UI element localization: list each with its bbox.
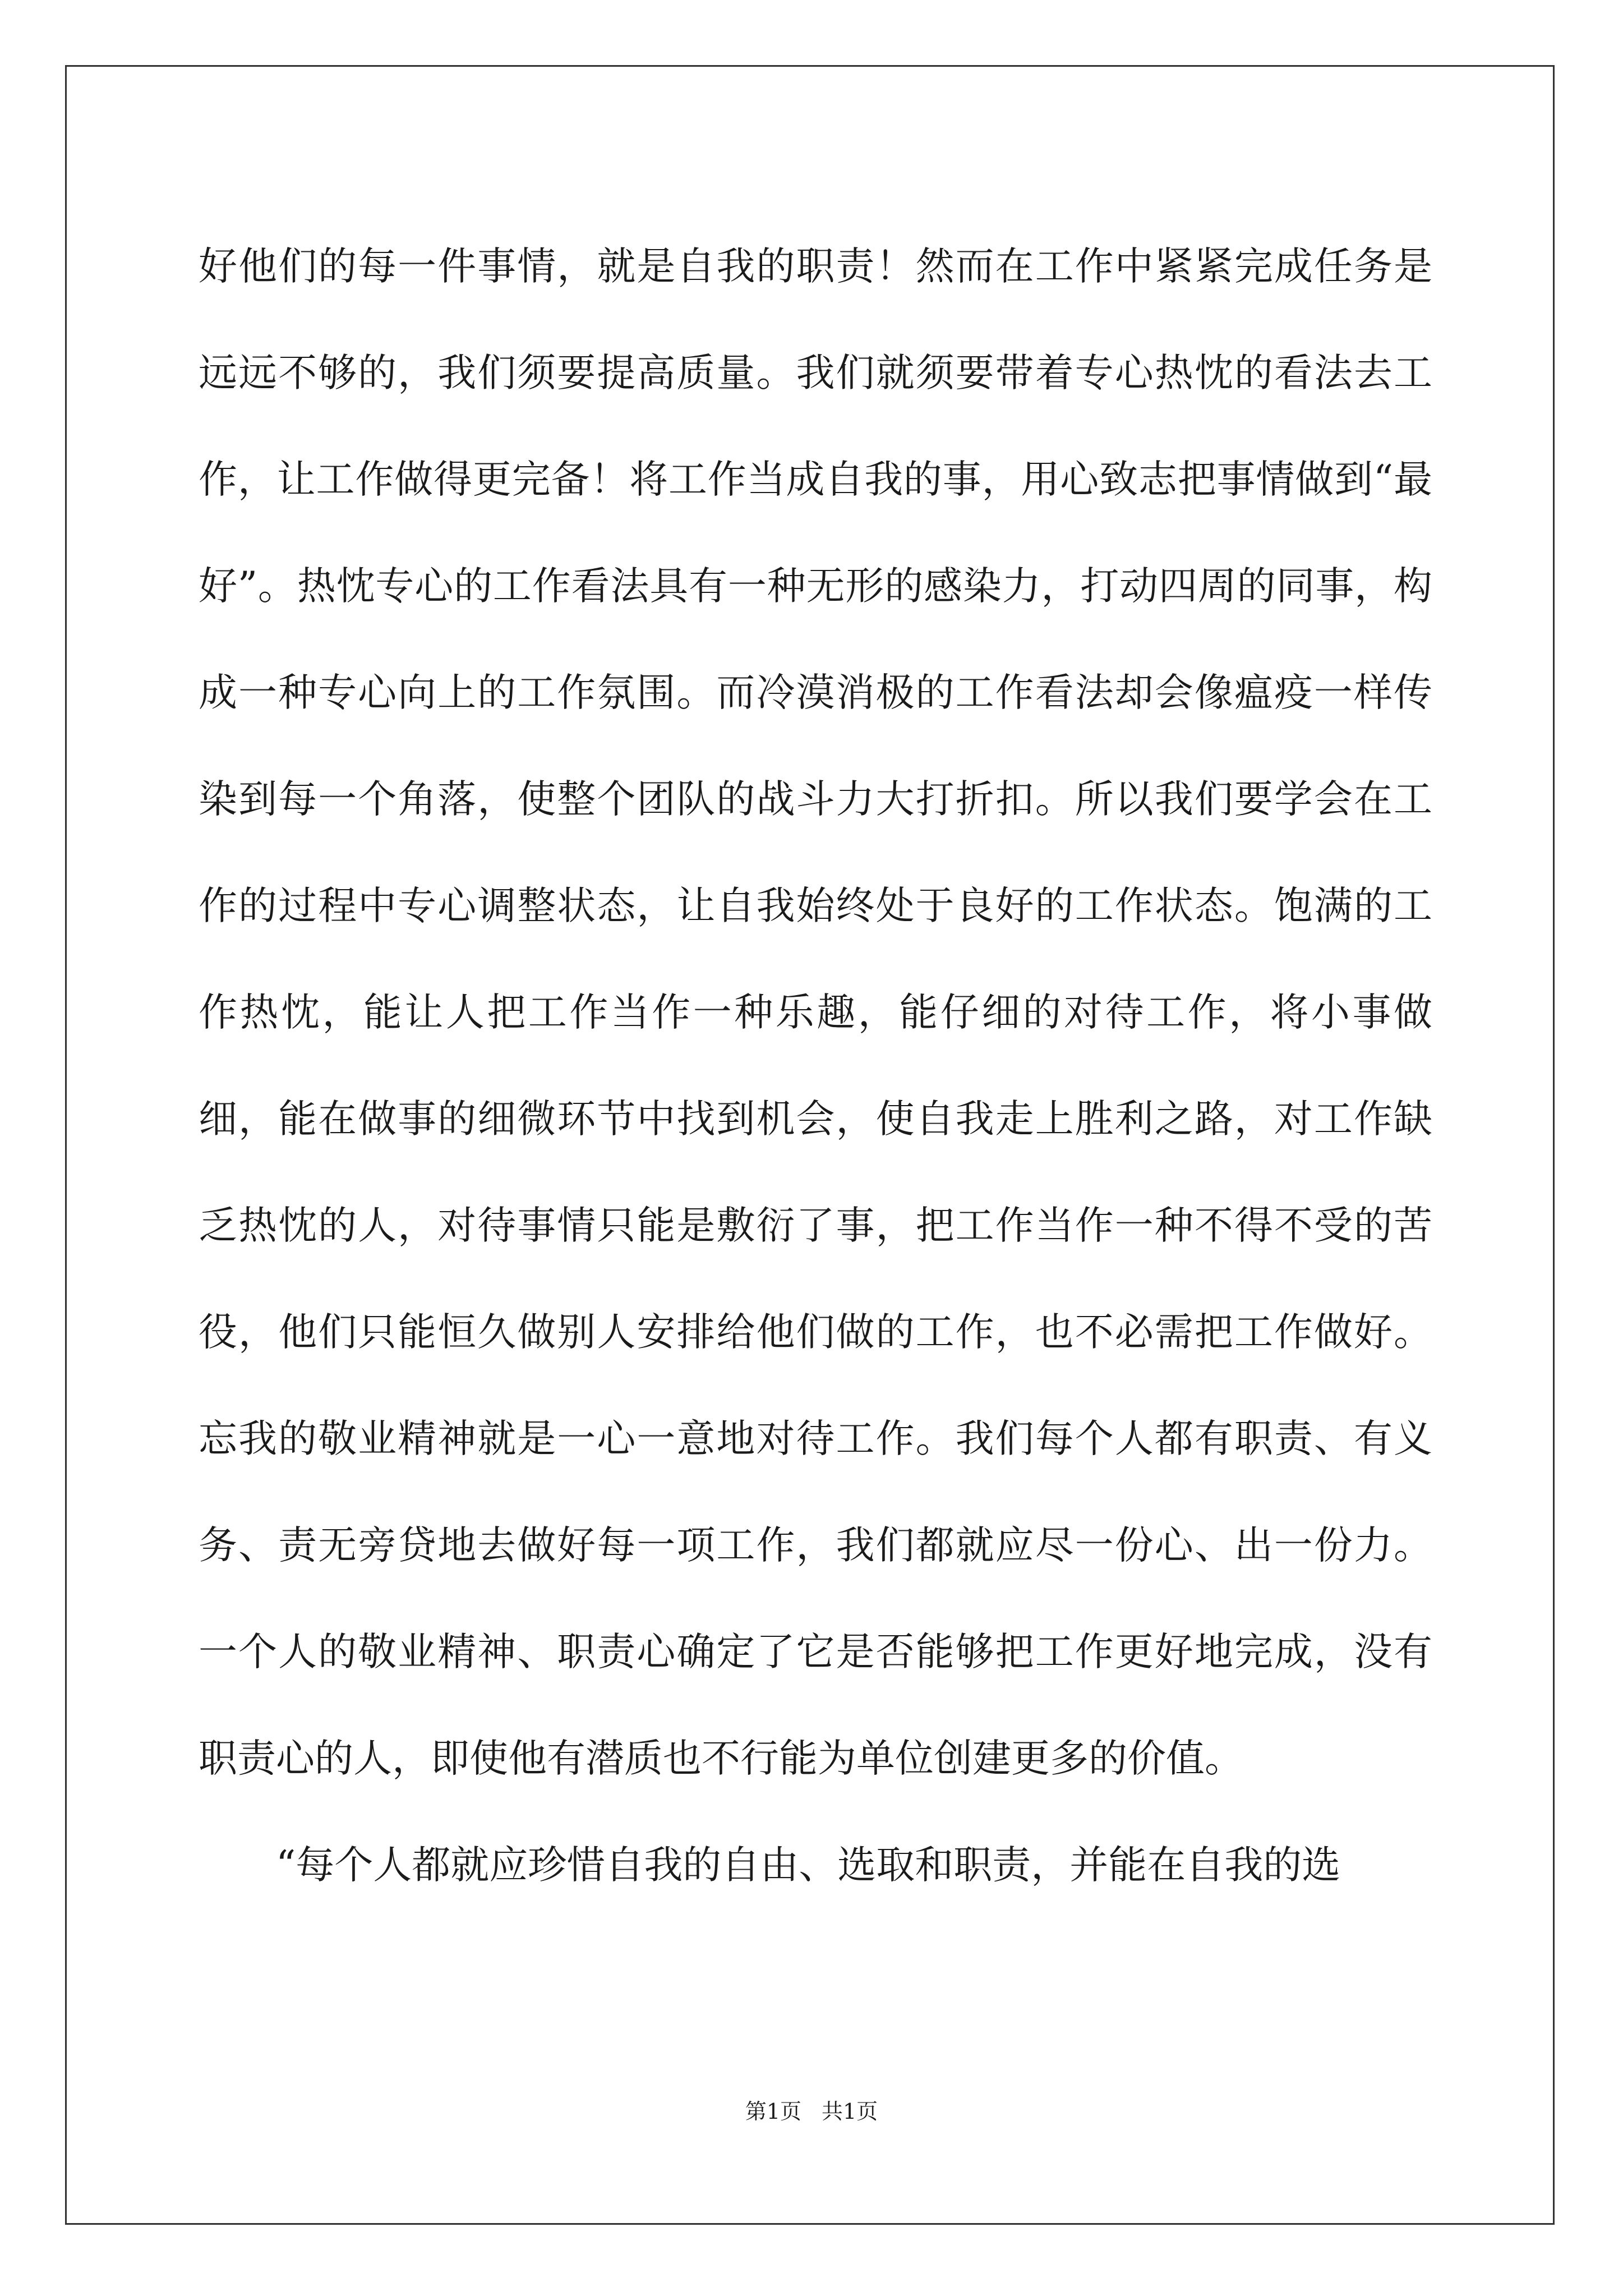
page-number: 第1页 bbox=[745, 2099, 801, 2124]
document-body bbox=[199, 213, 1432, 1918]
body-paragraph: 好他们的每一件事情，就是自我的职责！然而在工作中紧紧完成任务是远远不够的，我们须要提高质量。我们就须要带着专心热忱的看法去工作，让工作做得更完备！将工作当成自我的事，用心致志把事情做到“最好”。热忱专心的工作看法具有一种无形的感染力，打动四周的同事，构成一种专心向上的工作氛围。而冷漠消极的工作看法却会像瘟疫一样传染到每一个角落，使整个团队的战斗力大打折扣。所以我们要学会在工作的过程中专心调整状态，让自我始终处于良好的工作状态。饱满的工作热忱，能让人把工作当作一种乐趣，能仔细的对待工作，将小事做细，能在做事的细微环节中找到机会，使自我走上胜利之路，对工作缺乏热忱的人，对待事情只能是敷衍了事，把工作当作一种不得不受的苦役，他们只能恒久做别人安排给他们做的工作，也不必需把工作做好。忘我的敬业精神就是一心一意地对待工作。我们每个人都有职责、有义务、责无旁贷地去做好每一项工作，我们都就应尽一份心、出一份力。一个人的敬业精神、职责心确定了它是否能够把工作更好地完成，没有职责心的人，即使他有潜质也不行能为单位创建更多的价值。 bbox=[199, 244, 1432, 1781]
page-footer bbox=[0, 2094, 1623, 2125]
body-paragraph: “每个人都就应珍惜自我的自由、选取和职责，并能在自我的选 bbox=[276, 1843, 1341, 1888]
page-total: 共1页 bbox=[822, 2099, 878, 2124]
